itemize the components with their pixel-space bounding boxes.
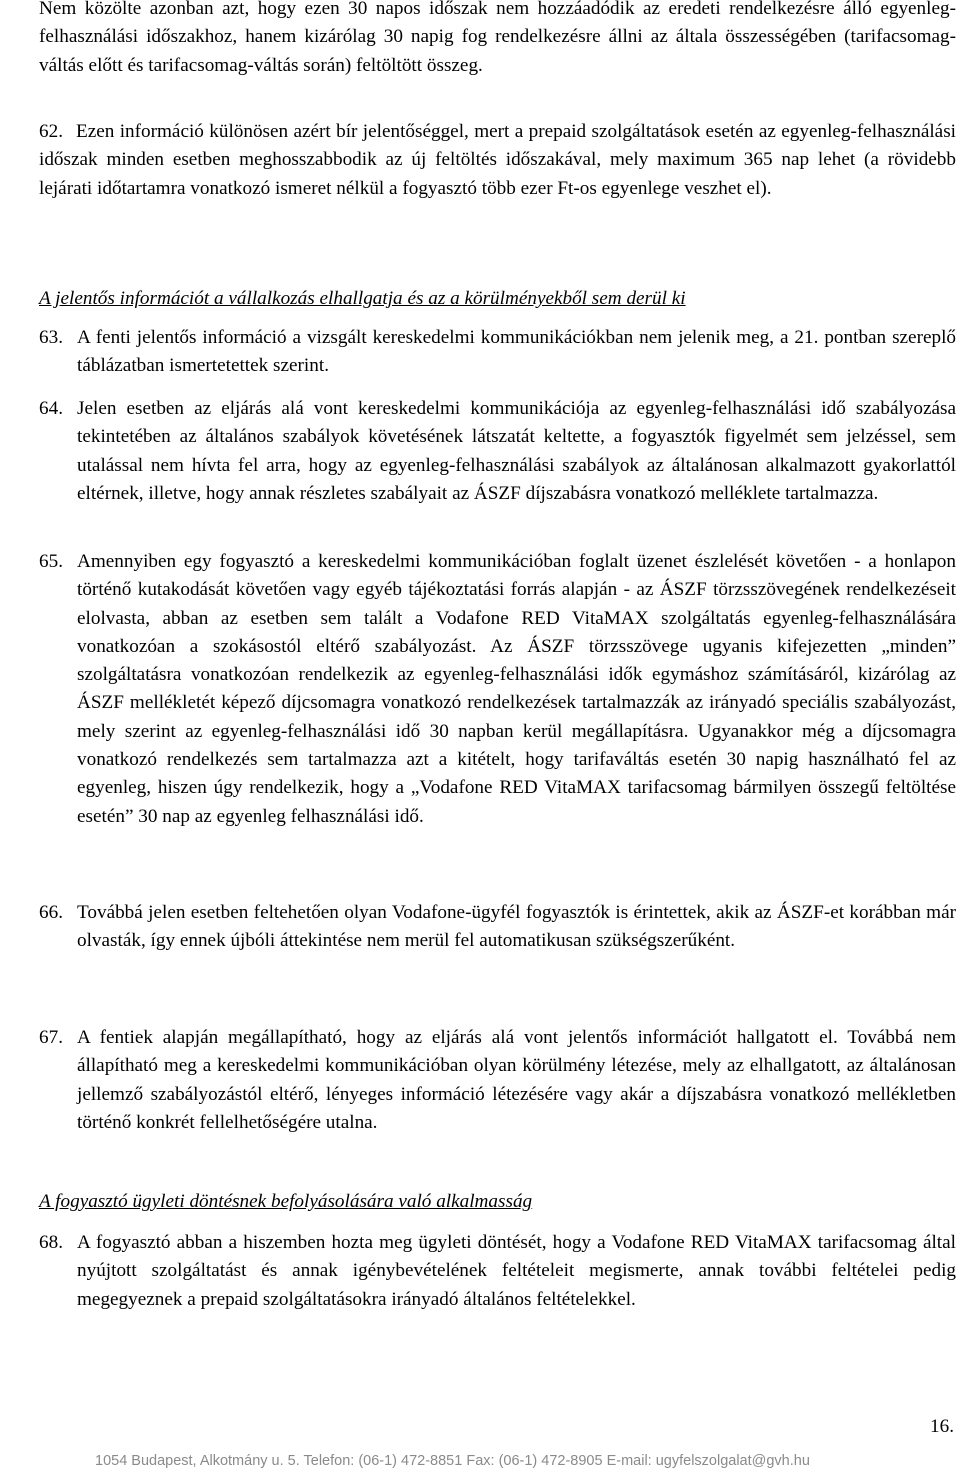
paragraph-text: Amennyiben egy fogyasztó a kereskedelmi kommunikációban foglalt üzenet észlelését követően - a honlapon történő kutakodását követően vagy egyéb tájékoztatási forrás alapján - az ÁSZF törzsszövegének rendelkezéseit elolvasta, abban az esetben sem talált a Vodafone RED VitaMAX szolgáltatás egyenleg-felhasználására vonatkozóan a szokásostól eltérő szabályozást. Az ÁSZF törzsszövege ugyanis kifejezetten „minden” szolgáltatásra vonatkozóan rendelkezik az egyenleg-felhasználási idők egymáshoz számításáról, kizárólag az ÁSZF mellékletét képező díjcsomagra vonatkozó rendelkezések tartalmazzák az irányadó speciális szabályozást, mely szerint az egyenleg-felhasználási idő 30 napban kerül megállapításra. Ugyanakkor még a díjcsomagra vonatkozó rendelkezés sem tartalmazza azt a kitételt, hogy tarifaváltás esetén 30 napig használható fel az egyenleg, hiszen úgy rendelkezik, hogy a „Vodafone RED VitaMAX tarifacsomag bármilyen összegű feltöltése esetén” 30 nap az egyenleg felhasználási idő. [77,551,956,827]
paragraph-text: A fogyasztó abban a hiszemben hozta meg ügyleti döntését, hogy a Vodafone RED VitaMAX tarifacsomag által nyújtott szolgáltatást és annak igénybevételének feltételeit megismerte, annak további feltételei pedig megegyeznek a prepaid szolgáltatásokra irányadó általános feltételekkel. [77,1232,956,1310]
paragraph-67 [39,1024,956,1137]
paragraph-number: 67. [39,1027,63,1048]
page-number: 16. [930,1416,954,1437]
paragraph-64 [39,395,956,508]
section-heading-2: A fogyasztó ügyleti döntésnek befolyásolására való alkalmasság [39,1191,533,1212]
paragraph-number: 66. [39,902,63,923]
paragraph-63 [39,324,956,381]
paragraph-number: 65. [39,551,63,572]
paragraph-65 [39,548,956,831]
paragraph-number: 68. [39,1232,63,1253]
paragraph-number: 64. [39,398,63,419]
intro-paragraph [39,0,956,80]
paragraph-text: A fenti jelentős információ a vizsgált kereskedelmi kommunikációkban nem jelenik meg, a 21. pontban szereplő táblázatban ismertetettek szerint. [77,327,956,377]
paragraph-68 [39,1229,956,1314]
page-footer: 1054 Budapest, Alkotmány u. 5. Telefon: (06-1) 472-8851 Fax: (06-1) 472-8905 E-mail: ugyfelszolgalat@gvh.hu [95,1453,810,1469]
paragraph-number: 63. [39,327,63,348]
intro-text: Nem közölte azonban azt, hogy ezen 30 napos időszak nem hozzáadódik az eredeti rendelkezésre álló egyenleg-felhasználási időszakhoz, hanem kizárólag 30 napig fog rendelkezésre állni az általa összességében (tarifacsomag-váltás előtt és tarifacsomag-váltás során) feltöltött összeg. [39,0,956,76]
paragraph-text: Ezen információ különösen azért bír jelentőséggel, mert a prepaid szolgáltatások esetén az egyenleg-felhasználási időszak minden esetben meghosszabbodik az új feltöltés időszakával, mely maximum 365 nap lehet (a rövidebb lejárati időtartamra vonatkozó ismeret nélkül a fogyasztó több ezer Ft-os egyenlege veszhet el). [39,121,956,199]
paragraph-text: A fentiek alapján megállapítható, hogy az eljárás alá vont jelentős információt hallgatott el. Továbbá nem állapítható meg a kereskedelmi kommunikációban olyan körülmény létezése, mely az elhallgatott, az általánosan jellemző szabályozástól eltérő, lényeges információ létezésére vagy akár a díjszabásra vonatkozó mellékletben történő konkrét fellelhetőségére utalna. [77,1027,956,1133]
paragraph-66 [39,899,956,956]
paragraph-text: Jelen esetben az eljárás alá vont kereskedelmi kommunikációja az egyenleg-felhasználási idő szabályozása tekintetében az általános szabályok követésének látszatát keltette, a fogyasztók figyelmét sem jelzéssel, sem utalással nem hívta fel arra, hogy az egyenleg-felhasználási szabályok az általánosan alkalmazott gyakorlattól eltérnek, illetve, hogy annak részletes szabályait az ÁSZF díjszabásra vonatkozó melléklete tartalmazza. [77,398,956,504]
section-heading-1: A jelentős információt a vállalkozás elhallgatja és az a körülményekből sem derül ki [39,288,686,309]
paragraph-62: 62. Ezen információ különösen azért bír jelentőséggel, mert a prepaid szolgáltatások esetén az egyenleg-felhasználási időszak minden esetben meghosszabbodik az új feltöltés időszakával, mely maximum 365 nap lehet (a rövidebb lejárati időtartamra vonatkozó ismeret nélkül a fogyasztó több ezer Ft-os egyenlege veszhet el). [39,118,956,203]
paragraph-text: Továbbá jelen esetben feltehetően olyan Vodafone-ügyfél fogyasztók is érintettek, akik az ÁSZF-et korábban már olvasták, így ennek újbóli áttekintése nem merül fel automatikusan szükségszerűként. [77,902,956,952]
